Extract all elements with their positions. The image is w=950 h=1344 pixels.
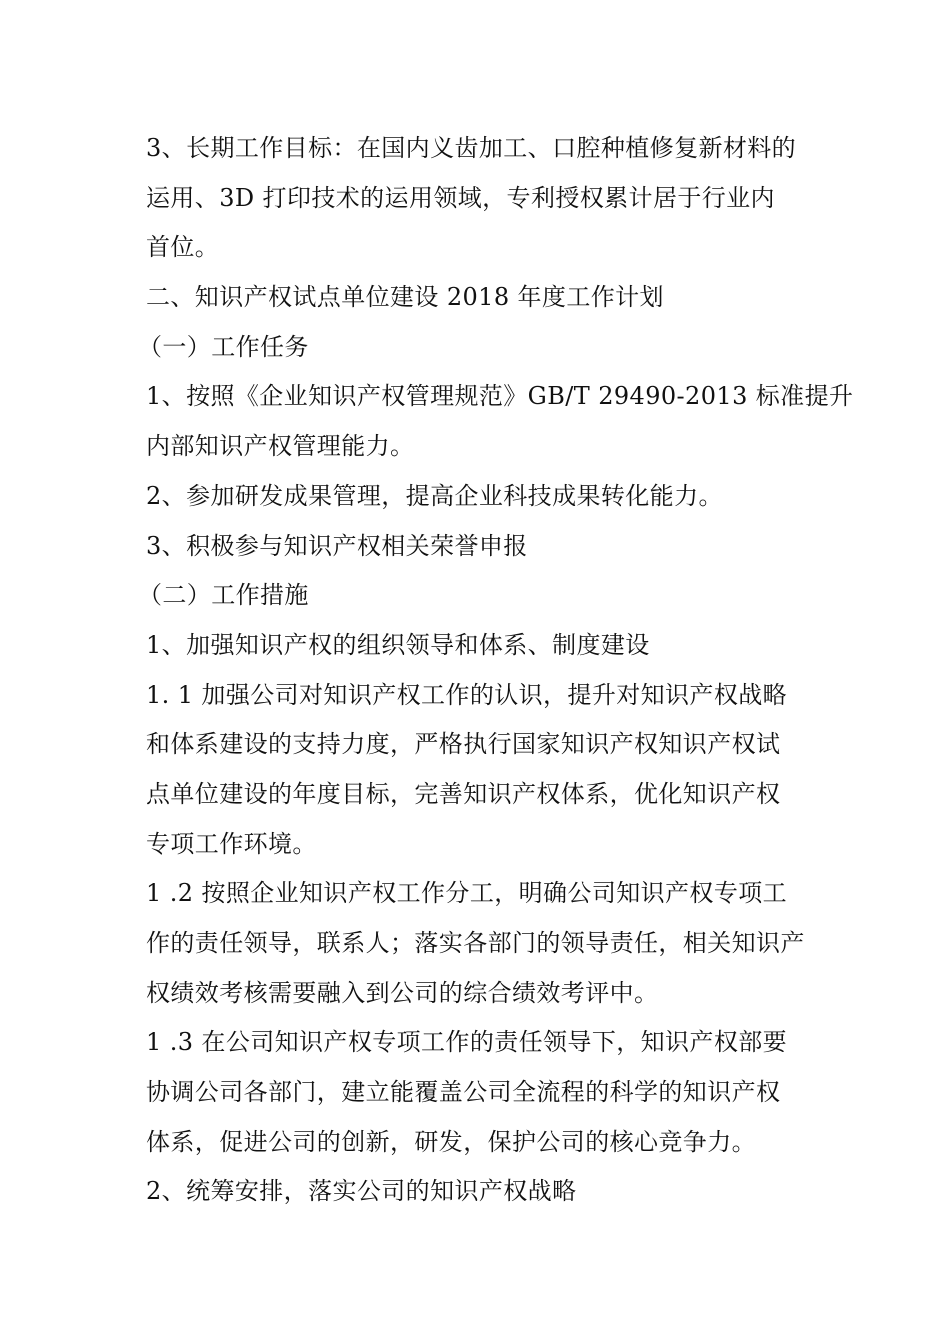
document-body	[138, 124, 854, 1217]
text-line-17: 作的责任领导，联系人；落实各部门的领导责任，相关知识产	[146, 929, 805, 957]
text-line-3: 首位。	[146, 233, 220, 262]
text-line-13: 和体系建设的支持力度，严格执行国家知识产权知识产权试	[146, 730, 781, 759]
text-line-15: 专项工作环境。	[146, 829, 317, 858]
text-line-21: 体系，促进公司的创新，研发，保护公司的核心竞争力。	[146, 1127, 756, 1156]
text-line-1: 3、长期工作目标：在国内义齿加工、口腔种植修复新材料的	[146, 134, 797, 162]
text-line-22: 2、统筹安排，落实公司的知识产权战略	[146, 1177, 577, 1206]
text-line-20: 协调公司各部门，建立能覆盖公司全流程的科学的知识产权	[146, 1078, 781, 1107]
text-line-9: 3、积极参与知识产权相关荣誉申报	[146, 531, 528, 560]
subsection-heading-tasks: （一）工作任务	[138, 332, 309, 361]
text-line-16: 1 .2 按照企业知识产权工作分工，明确公司知识产权专项工	[146, 879, 788, 908]
text-line-19: 1 .3 在公司知识产权专项工作的责任领导下，知识产权部要	[146, 1028, 788, 1057]
section-heading-2: 二、知识产权试点单位建设 2018 年度工作计划	[146, 283, 664, 312]
text-line-7: 内部知识产权管理能力。	[146, 432, 415, 461]
text-line-6: 1、按照《企业知识产权管理规范》GB/T 29490-2013 标准提升	[146, 382, 854, 411]
subsection-heading-measures: （二）工作措施	[138, 581, 309, 610]
text-line-11: 1、加强知识产权的组织领导和体系、制度建设	[146, 630, 650, 659]
text-line-8: 2、参加研发成果管理，提高企业科技成果转化能力。	[146, 481, 723, 510]
text-line-14: 点单位建设的年度目标，完善知识产权体系，优化知识产权	[146, 779, 781, 808]
text-line-2: 运用、3D 打印技术的运用领域，专利授权累计居于行业内	[146, 183, 775, 212]
text-line-12: 1. 1 加强公司对知识产权工作的认识，提升对知识产权战略	[146, 680, 788, 709]
text-line-18: 权绩效考核需要融入到公司的综合绩效考评中。	[146, 978, 659, 1007]
